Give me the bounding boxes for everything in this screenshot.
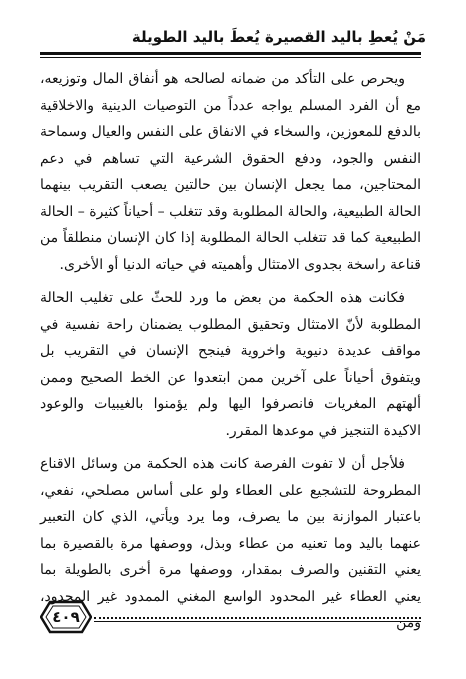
footer-rule xyxy=(94,621,421,622)
paragraph: فلأجل أن لا تفوت الفرصة كانت هذه الحكمة من وسائل الاقناع المطروحة للتشجيع على العطاء ولو على أساس مصلحي، نفعي، باعتبار الموازنة بين ما يصرف، وما يرد ويأتي، الذي كان التعبير عنهما باليد وما تعنيه من عطاء وبذل، ووصفها مرة بالقصيرة بما يعني التقنين والصرف بمقدار، ووصفها مرة أخرى بالطويلة بما يعني العطاء غير المحدود الواسع المغني الممدود غير المحدود، ومن xyxy=(40,456,421,631)
header-rule-thin xyxy=(40,57,421,58)
footer-dotted-rule xyxy=(94,617,421,619)
page-number: ٤٠٩ xyxy=(52,608,80,626)
body-text xyxy=(40,66,421,644)
running-header-title: مَنْ يُعطِ باليد القصيرة يُعطَ باليد الطويلة xyxy=(131,28,426,46)
page-footer xyxy=(40,600,421,636)
page-number-badge xyxy=(40,600,92,634)
paragraph: فكانت هذه الحكمة من بعض ما ورد للحثّ على تغليب الحالة المطلوبة لأنّ الامتثال وتحقيق المطلوب يضمنان راحة نفسية في مواقف عديدة دنيوية واخروية فينجح الإنسان في التقريب بل ويتفوق أحياناً على آخرين ممن ابتعدوا عن الخط الصحيح وممن ألهتهم المغريات فانصرفوا اليها ولم يؤمنوا بالغيبيات والوعود الاكيدة التنجيز في موعدها المقرر. xyxy=(40,290,421,439)
paragraph: ويحرص على التأكد من ضمانه لصالحه هو أنفاق المال وتوزيعه، مع أن الفرد المسلم يواجه عدداً من التوصيات الدينية والاخلاقية بالدفع للمعوزين، والسخاء في الانفاق على النفس والعيال وسماحة النفس والجود، ودفع الحقوق الشرعية التي تساهم في دعم المحتاجين، مما يجعل الإنسان بين حالتين يصعب التقريب بينهما الحالة الطبيعية، والحالة المطلوبة وقد تتغلب – أحياناً كثيرة – الحالة الطبيعية كما قد تتغلب الحالة المطلوبة إذا كان الإنسان منطلقاً من قناعة راسخة بجدوى الامتثال وأهميته في حياته الدنيا أو الأخرى. xyxy=(40,71,421,273)
header-rule xyxy=(40,52,421,55)
